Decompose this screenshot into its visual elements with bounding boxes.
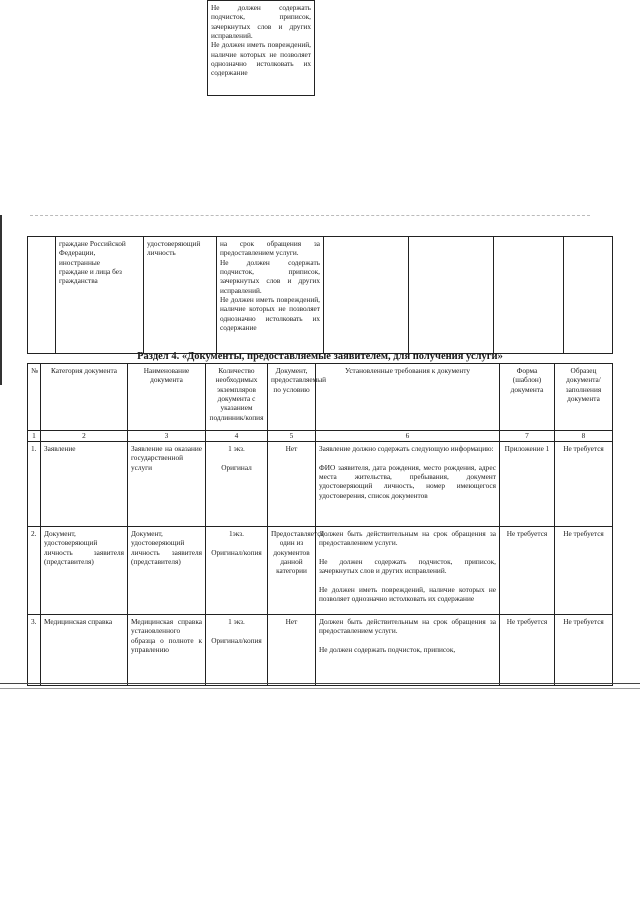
row-requirements: Должен быть действительным на срок обращения за предоставлением услуги. Не должен содержать подчисток, приписок,	[316, 615, 500, 686]
cont-cell-5	[324, 237, 409, 354]
row-sample: Не требуется	[555, 442, 613, 527]
section-title: Раздел 4. «Документы, предоставляемые заявителем, для получения услуги»	[137, 351, 503, 362]
cont-cell-1	[28, 237, 56, 354]
row-count: 1 экз. Оригинал	[206, 442, 268, 527]
scan-artifact-line	[30, 215, 590, 216]
header-category: Категория документа	[41, 364, 128, 431]
row-conditional: Нет	[268, 615, 316, 686]
row-category: Заявление	[41, 442, 128, 527]
col-number: 7	[500, 431, 555, 442]
table-row	[28, 527, 613, 615]
row-doc-name: Документ, удостоверяющий личность заявителя (представителя)	[128, 527, 206, 615]
col-number: 4	[206, 431, 268, 442]
row-category: Документ, удостоверяющий личность заявителя (представителя)	[41, 527, 128, 615]
header-form: Форма (шаблон) документа	[500, 364, 555, 431]
header-requirements: Установленные требования к документу	[316, 364, 500, 431]
col-number: 6	[316, 431, 500, 442]
row-requirements: Должен быть действительным на срок обращения за предоставлением услуги. Не должен содержать подчисток, приписок, зачеркнутых слов и других исправлений. Не должен иметь повреждений, наличие которых не позволяет однозначно истолковать их содержание	[316, 527, 500, 615]
cont-cell-7	[494, 237, 564, 354]
previous-table-fragment	[207, 0, 315, 96]
continuation-table	[27, 236, 613, 354]
row-conditional: Нет	[268, 442, 316, 527]
cont-cell-8	[564, 237, 613, 354]
cont-document-name: удостоверяющий личность	[144, 237, 217, 354]
row-count: 1 экз. Оригинал/копия	[206, 615, 268, 686]
row-category: Медицинская справка	[41, 615, 128, 686]
row-doc-name: Медицинская справка установленного образца о полноте к управлению	[128, 615, 206, 686]
header-conditional: Документ, предоставляемый по условию	[268, 364, 316, 431]
table-row	[28, 442, 613, 527]
row-form: Не требуется	[500, 615, 555, 686]
previous-requirements-cell: Не должен содержать подчисток, приписок, зачеркнутых слов и других исправлений. Не должен иметь повреждений, наличие которых не позволяет однозначно истолковать их содержание	[208, 1, 315, 96]
row-form: Приложение 1	[500, 442, 555, 527]
cont-applicant-category: граждане Российской Федерации, иностранные граждане и лица без гражданства	[56, 237, 144, 354]
col-number: 8	[555, 431, 613, 442]
page-bottom-edge-shadow	[0, 688, 640, 689]
documents-table	[27, 363, 613, 686]
col-number: 1	[28, 431, 41, 442]
row-num: 3.	[28, 615, 41, 686]
row-num: 2.	[28, 527, 41, 615]
col-number: 5	[268, 431, 316, 442]
header-count: Количество необходимых экземпляров документа с указанием подлинник/копия	[206, 364, 268, 431]
cont-requirements: на срок обращения за предоставлением услуги. Не должен содержать подчисток, приписок, зачеркнутых слов и других исправлений. Не должен иметь повреждений, наличие которых не позволяет однозначно истолковать их содержание	[217, 237, 324, 354]
row-count: 1экз. Оригинал/копия	[206, 527, 268, 615]
col-number: 3	[128, 431, 206, 442]
row-requirements: Заявление должно содержать следующую информацию: ФИО заявителя, дата рождения, место рождения, адрес места жительства, пребывания, документ удостоверяющий личность, номер имеющегося удостоверения, список документов	[316, 442, 500, 527]
table-row	[28, 615, 613, 686]
row-doc-name: Заявление на оказание государственной услуги	[128, 442, 206, 527]
page-bottom-edge	[0, 683, 640, 684]
row-num: 1.	[28, 442, 41, 527]
row-form: Не требуется	[500, 527, 555, 615]
col-number: 2	[41, 431, 128, 442]
cont-cell-6	[409, 237, 494, 354]
row-sample: Не требуется	[555, 615, 613, 686]
header-num: №	[28, 364, 41, 431]
header-name: Наименование документа	[128, 364, 206, 431]
row-sample: Не требуется	[555, 527, 613, 615]
row-conditional: Предоставляется один из документов данной категории	[268, 527, 316, 615]
header-sample: Образец документа/заполнения документа	[555, 364, 613, 431]
